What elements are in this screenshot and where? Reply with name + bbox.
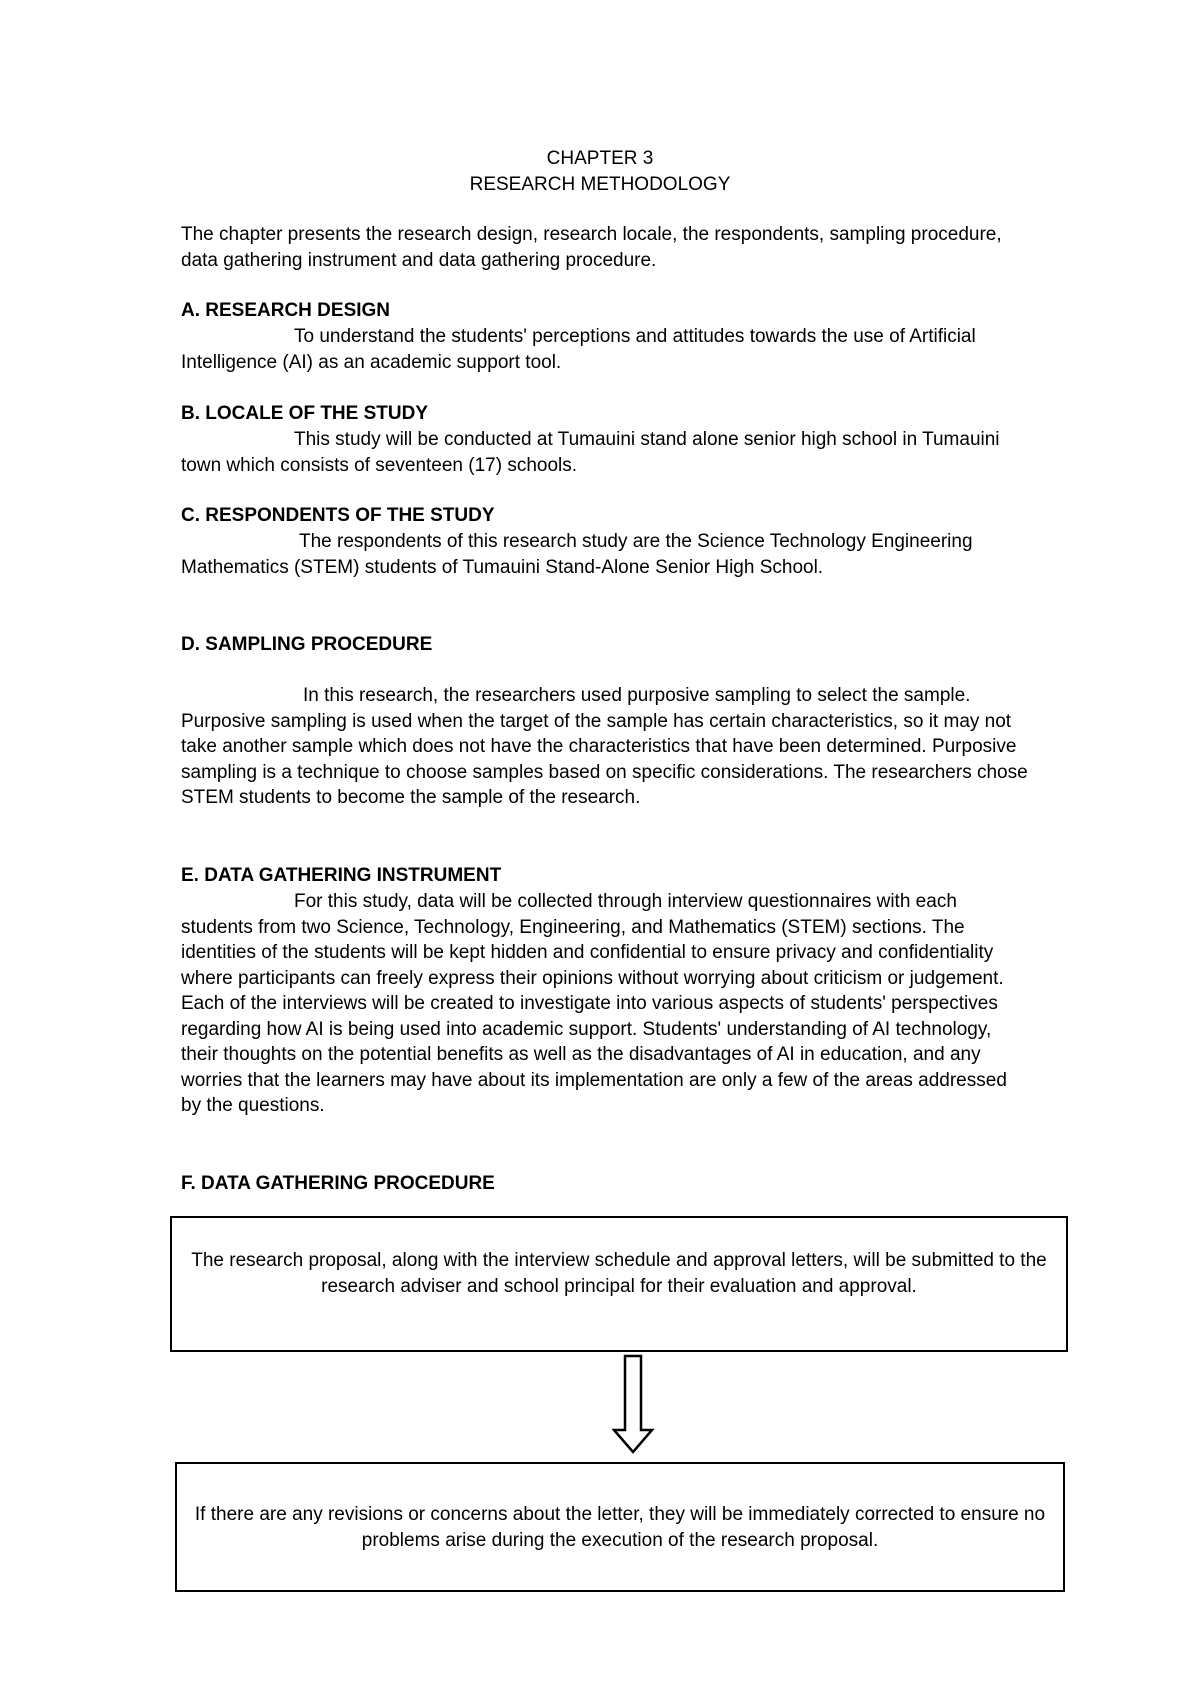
research-design-text: To understand the students' perceptions and attitudes towards the use of Artificial Intelligence (AI) as an academic support tool.: [181, 326, 976, 373]
locale-text: This study will be conducted at Tumauini stand alone senior high school in Tumauini town which consists of seventeen (17) schools.: [181, 429, 1000, 476]
section-body-research-design: [181, 324, 1031, 375]
flow-step-2-box: [175, 1462, 1065, 1592]
section-heading-research-design: A. RESEARCH DESIGN: [181, 300, 391, 321]
chapter-number: CHAPTER 3: [546, 148, 654, 169]
sampling-text: In this research, the researchers used purposive sampling to select the sample. Purposive sampling is used when the target of the sample has certain characteristics, so it may not take another sample which does not have the characteristics that have been determined. Purposive sampling is a technique to choose samples based on specific considerations. The researchers chose STEM students to become the sample of the research.: [181, 685, 1028, 808]
section-body-respondents: [181, 529, 1031, 580]
down-arrow-icon: [612, 1354, 656, 1454]
instrument-text: For this study, data will be collected through interview questionnaires with each students from two Science, Technology, Engineering, and Mathematics (STEM) sections. The identities of the students will be kept hidden and confidential to ensure privacy and confidentiality where participants can freely express their opinions without worrying about criticism or judgement. Each of the interviews will be created to investigate into various aspects of students' perspectives regarding how AI is being used into academic support. Students' understanding of AI technology, their thoughts on the potential benefits as well as the disadvantages of AI in education, and any worries that the learners may have about its implementation are only a few of the areas addressed by the questions.: [181, 891, 1007, 1116]
section-heading-instrument: E. DATA GATHERING INSTRUMENT: [181, 865, 502, 886]
intro-paragraph: [181, 222, 1031, 273]
flow-step-1-box: [170, 1216, 1068, 1352]
section-heading-locale: B. LOCALE OF THE STUDY: [181, 403, 428, 424]
intro-text: The chapter presents the research design, research locale, the respondents, sampling procedure, data gathering instrument and data gathering procedure.: [181, 224, 1002, 271]
section-heading-respondents: C. RESPONDENTS OF THE STUDY: [181, 505, 495, 526]
section-body-sampling: [181, 683, 1031, 811]
section-heading-sampling: D. SAMPLING PROCEDURE: [181, 634, 433, 655]
chapter-title: RESEARCH METHODOLOGY: [469, 174, 731, 195]
flow-step-2-text: If there are any revisions or concerns about the letter, they will be immediately corrected to ensure no problems arise during the execution of the research proposal.: [194, 1504, 1046, 1551]
section-body-instrument: [181, 889, 1031, 1119]
section-heading-procedure: F. DATA GATHERING PROCEDURE: [181, 1173, 495, 1194]
respondents-text: The respondents of this research study are the Science Technology Engineering Mathematics (STEM) students of Tumauini Stand-Alone Senior High School.: [181, 531, 973, 578]
section-body-locale: [181, 427, 1031, 478]
flow-step-1-text: The research proposal, along with the interview schedule and approval letters, will be submitted to the research adviser and school principal for their evaluation and approval.: [191, 1250, 1047, 1297]
